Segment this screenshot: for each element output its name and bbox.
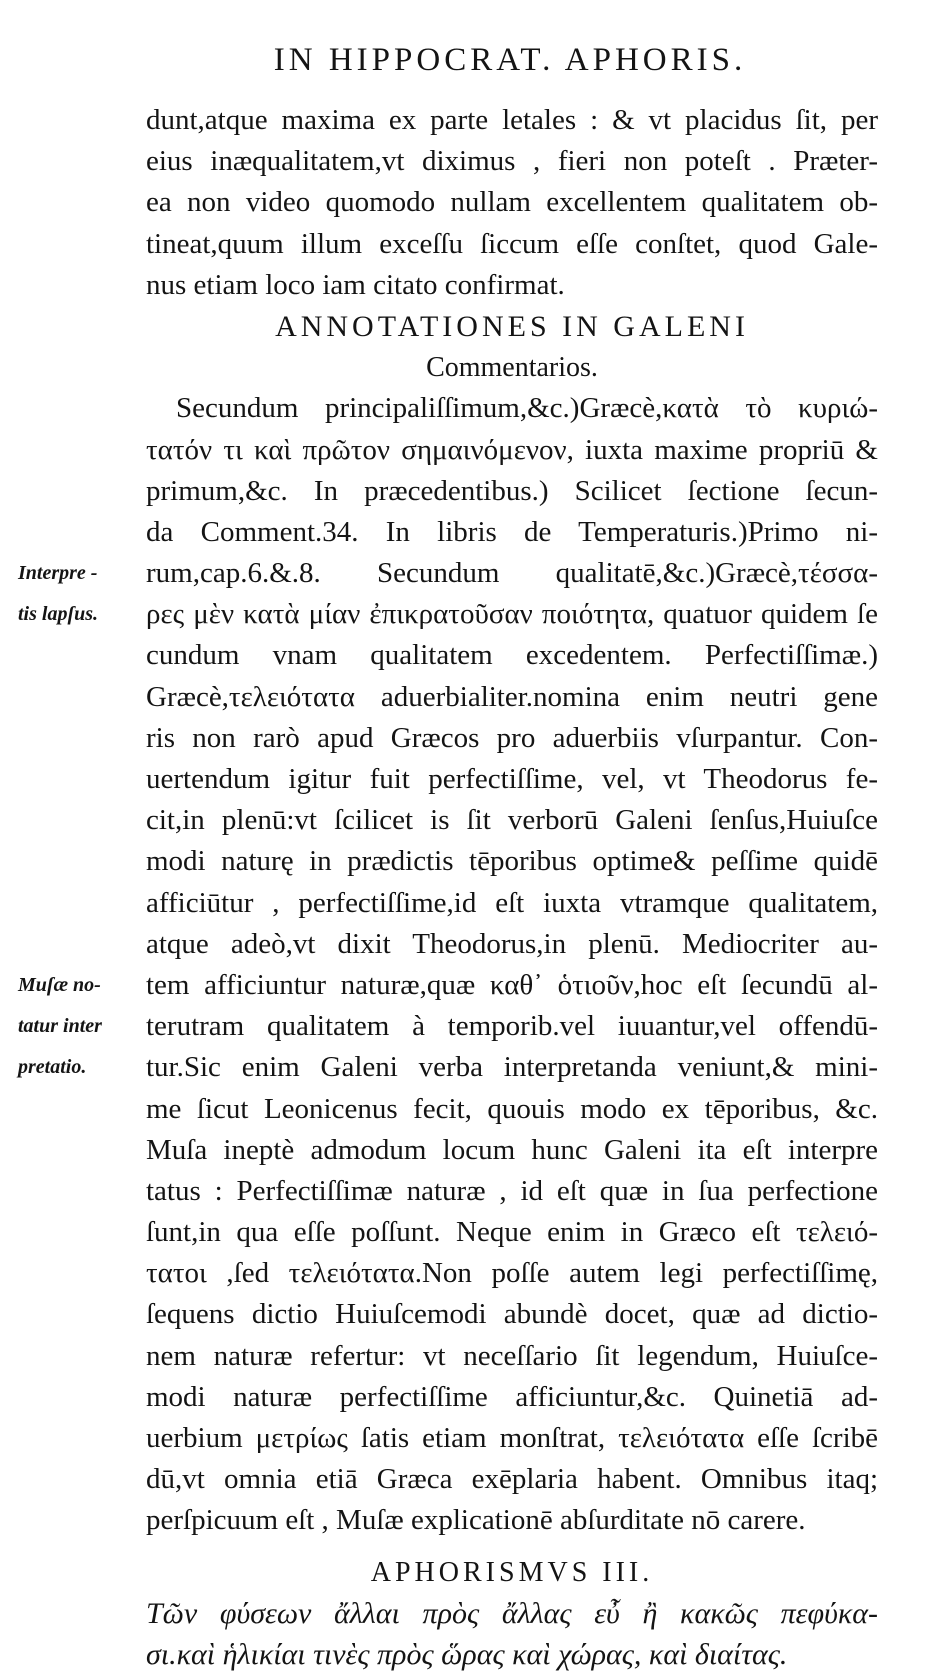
annotation-line: primum,&c. In præcedentibus.) Scilicet ſectione ſecun-: [146, 474, 878, 507]
annotation-line: tem afficiuntur naturæ,quæ καθ᾽ ὁτιοῦν,hoc eſt ſecundū al-: [146, 968, 878, 1001]
annotation-line: modi naturæ perfectiſſime afficiuntur,&c. Quinetiā ad-: [146, 1380, 878, 1413]
annotation-line: cundum vnam qualitatem excedentem. Perfectiſſimæ.): [146, 639, 878, 672]
section-heading: ANNOTATIONES IN GALENI: [275, 309, 749, 343]
annotation-line: Secundum principaliſſimum,&c.)Græcè,κατὰ τὸ κυριώ-: [176, 392, 878, 425]
annotation-line: ρες μὲν κατὰ μίαν ἐπικρατοῦσαν ποιότητα, quatuor quidem ſe: [146, 598, 878, 631]
aphorism-greek-line: Τῶν φύσεων ἄλλαι πρὸς ἄλλας εὖ ἢ κακῶς πεφύκα-: [146, 1596, 878, 1630]
annotation-line: atque adeò,vt dixit Theodorus,in plenū. Mediocriter au-: [146, 927, 878, 960]
spacer: [146, 1542, 878, 1552]
annotation-line: Græcè,τελειότατα aduerbialiter.nomina enim neutri gene: [146, 680, 878, 713]
annotation-line: me ſicut Leonicenus fecit, quouis modo ex tēporibus, &c.: [146, 1092, 878, 1125]
text-line: tineat,quum illum exceſſu ſiccum eſſe conſtet, quod Gale-: [146, 227, 878, 260]
running-head: IN HIPPOCRAT. APHORIS.: [273, 42, 747, 78]
margin-note-line: pretatio.: [18, 1056, 87, 1079]
annotation-line: tur.Sic enim Galeni verba interpretanda veniunt,& mini-: [146, 1051, 878, 1084]
annotation-line: ſunt,in qua eſſe poſſunt. Neque enim in Græco eſt τελειό-: [146, 1216, 878, 1249]
annotation-line: rum,cap.6.&.8. Secundum qualitatē,&c.)Græcè,τέσσα-: [146, 557, 878, 590]
annotation-line: ris non rarò apud Græcos pro aduerbiis vſurpantur. Con-: [146, 721, 878, 754]
text-line: dunt,atque maxima ex parte letales : & vt placidus ſit, per: [146, 104, 878, 136]
annotation-line: cit,in plenū:vt ſcilicet is ſit verborū Galeni ſenſus,Huiuſce: [146, 804, 878, 837]
annotation-line: τατοι ,ſed τελειότατα.Non poſſe autem legi perfectiſſimę,: [146, 1257, 878, 1290]
annotation-line: afficiūtur , perfectiſſime,id eſt iuxta vtramque qualitatem,: [146, 886, 878, 919]
margin-note-musae-interpretatio: [18, 965, 146, 1089]
aphorism-greek-line: σι.καὶ ἡλικίαι τινὲς πρὸς ὥρας καὶ χώρας, καὶ διαίτας.: [146, 1637, 788, 1671]
annotation-line: nem naturæ refertur: vt neceſſario ſit legendum, Huiuſce-: [146, 1339, 878, 1372]
annotation-line: ſequens dictio Huiuſcemodi abundè docet, quæ ad dictio-: [146, 1298, 878, 1331]
main-text-block: [146, 100, 878, 1675]
annotation-line: perſpicuum eſt , Muſæ explicationē abſurditate nō carere.: [146, 1504, 806, 1537]
annotation-line: uertendum igitur fuit perfectiſſime, vel, vt Theodorus fe-: [146, 763, 878, 795]
annotation-line: τατόν τι καὶ πρῶτον σημαινόμενον, iuxta maxime propriū &: [146, 433, 878, 466]
annotation-line: uerbium μετρίως ſatis etiam monſtrat, τελειότατα eſſe ſcribē: [146, 1422, 878, 1454]
text-line: ea non video quomodo nullam excellentem qualitatem ob-: [146, 186, 878, 219]
annotation-line: terutram qualitatem à temporib.vel iuuantur,vel offendū-: [146, 1010, 878, 1043]
text-line: nus etiam loco iam citato confirmat.: [146, 268, 565, 301]
annotation-line: tatus : Perfectiſſimæ naturæ , id eſt quæ in ſua perfectione: [146, 1174, 878, 1207]
margin-note-line: tatur inter: [18, 1015, 102, 1038]
section-subheading: Commentarios.: [426, 352, 598, 384]
margin-note-interpretis-lapsus: [18, 553, 146, 635]
aphorism-heading: APHORISMVS III.: [370, 1556, 654, 1588]
annotation-line: modi naturę in prædictis tēporibus optime& peſſime quidē: [146, 845, 878, 878]
annotation-line: dū,vt omnia etiā Græca exēplaria habent. Omnibus itaq;: [146, 1463, 878, 1496]
margin-note-line: tis lapſus.: [18, 603, 99, 626]
text-line: eius inæqualitatem,vt diximus , fieri non poteſt . Præter-: [146, 145, 878, 178]
margin-note-line: Interpre -: [18, 562, 98, 584]
annotation-line: da Comment.34. In libris de Temperaturis.)Primo ni-: [146, 515, 878, 548]
annotation-line: Muſa ineptè admodum locum hunc Galeni ita eſt interpre: [146, 1133, 878, 1166]
margin-note-line: Muſæ no-: [18, 974, 101, 996]
